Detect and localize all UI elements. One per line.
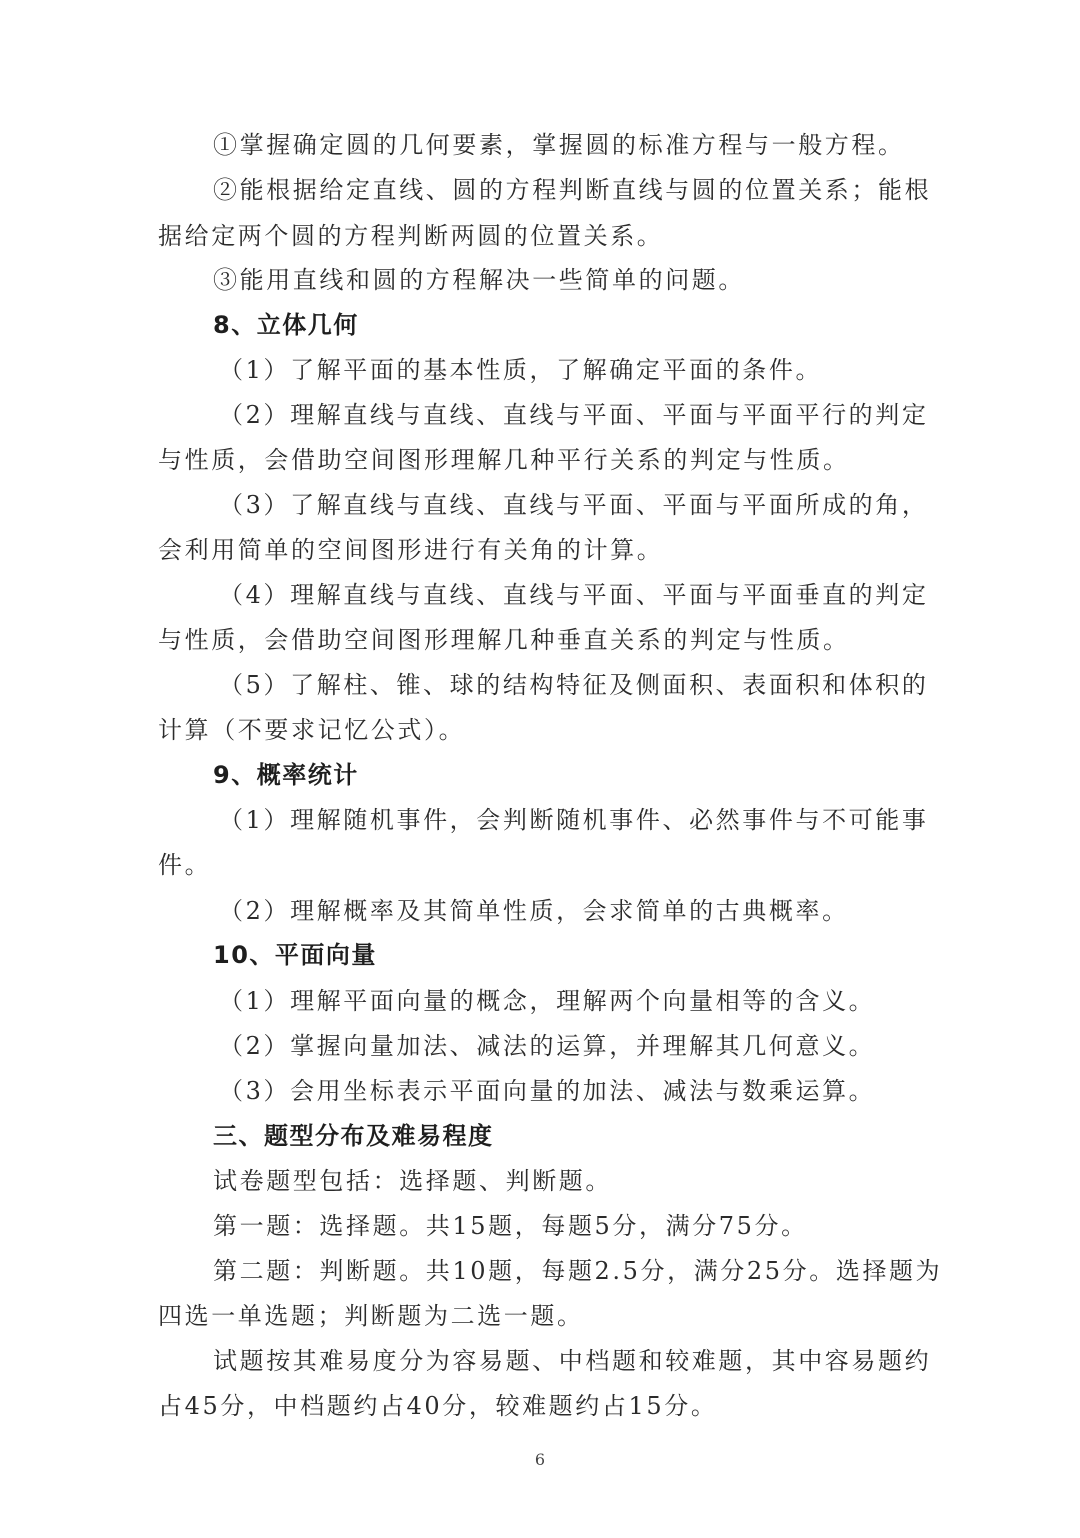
page-number: 6 bbox=[534, 1450, 546, 1469]
section8-item-5: （5）了解柱、锥、球的结构特征及侧面积、表面积和体积的 bbox=[219, 671, 929, 699]
section9-item-2: （2）理解概率及其简单性质，会求简单的古典概率。 bbox=[219, 897, 849, 925]
section10-item-1: （1）理解平面向量的概念，理解两个向量相等的含义。 bbox=[219, 987, 876, 1015]
section10-item-3: （3）会用坐标表示平面向量的加法、减法与数乘运算。 bbox=[219, 1077, 876, 1105]
part3-line-1: 试卷题型包括：选择题、判断题。 bbox=[213, 1167, 612, 1195]
section8-item-4: （4）理解直线与直线、直线与平面、平面与平面垂直的判定 bbox=[219, 581, 929, 609]
section8-item-1: （1）了解平面的基本性质，了解确定平面的条件。 bbox=[219, 356, 823, 384]
section8-item-4-cont: 与性质，会借助空间图形理解几种垂直关系的判定与性质。 bbox=[158, 626, 850, 654]
section9-item-1: （1）理解随机事件，会判断随机事件、必然事件与不可能事 bbox=[219, 806, 929, 834]
part3-line-3-cont: 四选一单选题；判断题为二选一题。 bbox=[158, 1302, 584, 1330]
circle-item-2-cont: 据给定两个圆的方程判断两圆的位置关系。 bbox=[158, 222, 664, 250]
section-heading-vectors: 10、平面向量 bbox=[213, 941, 377, 969]
part3-line-2: 第一题：选择题。共15题，每题5分，满分75分。 bbox=[213, 1212, 808, 1240]
section9-item-1-cont: 件。 bbox=[158, 851, 212, 879]
section-heading-solid-geometry: 8、立体几何 bbox=[213, 311, 359, 339]
section8-item-2: （2）理解直线与直线、直线与平面、平面与平面平行的判定 bbox=[219, 401, 929, 429]
section8-item-3-cont: 会利用简单的空间图形进行有关角的计算。 bbox=[158, 536, 664, 564]
section8-item-2-cont: 与性质，会借助空间图形理解几种平行关系的判定与性质。 bbox=[158, 446, 850, 474]
section10-item-2: （2）掌握向量加法、减法的运算，并理解其几何意义。 bbox=[219, 1032, 876, 1060]
section-heading-probability: 9、概率统计 bbox=[213, 761, 359, 789]
circle-item-1: ①掌握确定圆的几何要素，掌握圆的标准方程与一般方程。 bbox=[213, 131, 905, 159]
section8-item-5-cont: 计算（不要求记忆公式）。 bbox=[158, 716, 466, 744]
part3-line-4-cont: 占45分，中档题约占40分，较难题约占15分。 bbox=[158, 1392, 718, 1420]
section8-item-3: （3）了解直线与直线、直线与平面、平面与平面所成的角， bbox=[219, 491, 929, 519]
circle-item-3: ③能用直线和圆的方程解决一些简单的问题。 bbox=[213, 266, 745, 294]
part3-line-3: 第二题：判断题。共10题，每题2.5分，满分25分。选择题为 bbox=[213, 1257, 943, 1285]
part3-line-4: 试题按其难易度分为容易题、中档题和较难题，其中容易题约 bbox=[213, 1347, 932, 1375]
part3-heading: 三、题型分布及难易程度 bbox=[213, 1122, 494, 1150]
circle-item-2: ②能根据给定直线、圆的方程判断直线与圆的位置关系；能根 bbox=[213, 176, 932, 204]
